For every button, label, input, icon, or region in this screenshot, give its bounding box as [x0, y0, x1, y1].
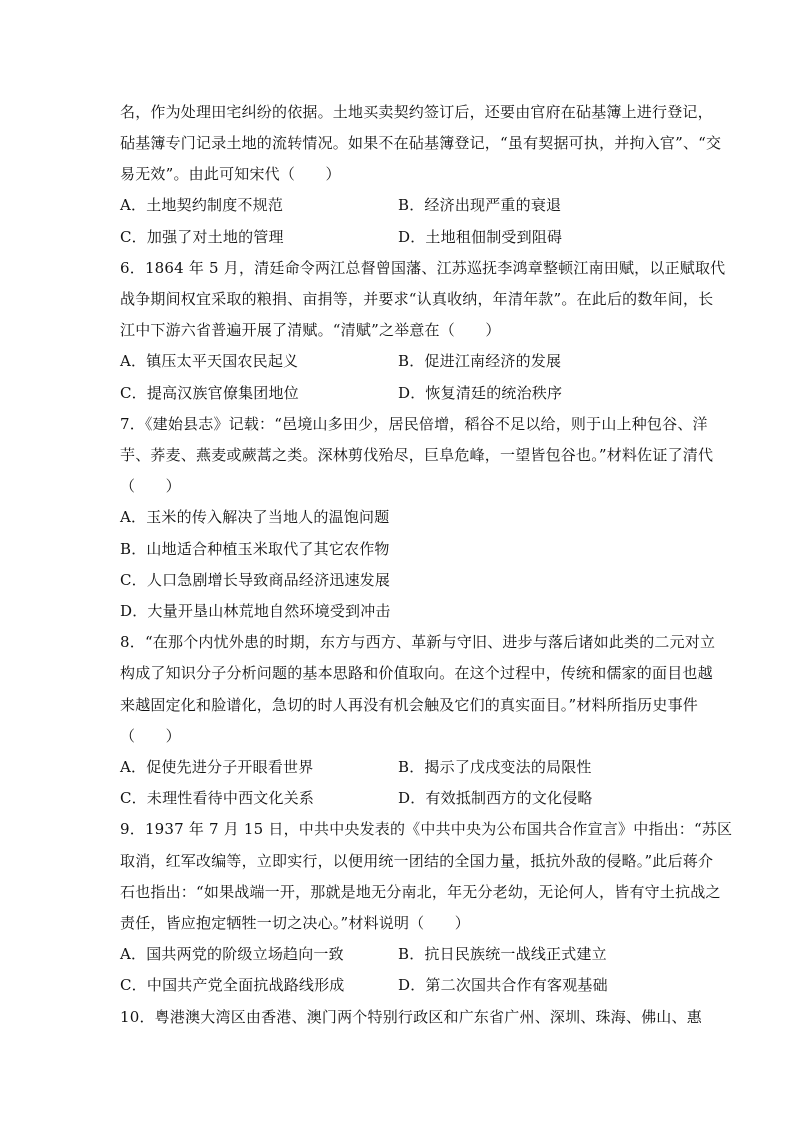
q8-stem-line-3: 来越固定化和脸谱化，急切的时人再没有机会触及它们的真实面目。”材料所指历史事件: [120, 696, 698, 714]
q7-stem-line-3: （ ）: [120, 477, 181, 495]
q7-option-d: D．大量开垦山林荒地自然环境受到冲击: [120, 602, 391, 620]
q6-stem-line-3: 江中下游六省普遍开展了清赋。“清赋”之举意在（ ）: [120, 321, 501, 339]
q8-stem-line-1: 8．“在那个内忧外患的时期，东方与西方、革新与守旧、进步与落后诸如此类的二元对立: [120, 633, 716, 651]
q8-stem-line-4: （ ）: [120, 727, 181, 745]
q9-stem-line-4: 责任，皆应抱定牺牲一切之决心。”材料说明（ ）: [120, 914, 470, 932]
q6-option-b: B．促进江南经济的发展: [398, 352, 562, 370]
q6-option-c: C．提高汉族官僚集团地位: [120, 384, 299, 402]
q7-option-c: C．人口急剧增长导致商品经济迅速发展: [120, 571, 391, 589]
q7-option-a: A．玉米的传入解决了当地人的温饱问题: [120, 508, 390, 526]
q6-option-d: D．恢复清廷的统治秩序: [398, 384, 563, 402]
q9-option-c: C．中国共产党全面抗战路线形成: [120, 976, 345, 994]
q9-stem-line-1: 9．1937 年 7 月 15 日，中共中央发表的《中共中央为公布国共合作宣言》中指出：“苏区: [120, 820, 733, 838]
q9-option-b: B．抗日民族统一战线正式建立: [398, 945, 607, 963]
q9-option-a: A．国共两党的阶级立场趋向一致: [120, 945, 344, 963]
q5-option-d: D．土地租佃制受到阻碍: [398, 228, 563, 246]
q6-option-a: A．镇压太平天国农民起义: [120, 352, 299, 370]
q10-stem-line-1: 10．粤港澳大湾区由香港、澳门两个特别行政区和广东省广州、深圳、珠海、佛山、惠: [120, 1008, 702, 1026]
q7-stem-line-2: 芋、荞麦、燕麦或蕨蒿之类。深林剪伐殆尽，巨阜危峰，一望皆包谷也。”材料佐证了清代: [120, 446, 714, 464]
q6-stem-line-2: 战争期间权宜采取的粮捐、亩捐等，并要求“认真收纳，年清年款”。在此后的数年间，长: [120, 290, 714, 308]
q7-stem-line-1: 7．《建始县志》记载：“邑境山多田少，居民倍增，稻谷不足以给，则于山上种包谷、洋: [120, 415, 708, 433]
q8-option-b: B．揭示了戊戌变法的局限性: [398, 758, 592, 776]
q5-stem-line-3: 易无效”。由此可知宋代（ ）: [120, 165, 341, 183]
q5-option-c: C．加强了对土地的管理: [120, 228, 284, 246]
q8-option-d: D．有效抵制西方的文化侵略: [398, 789, 593, 807]
q5-stem-line-2: 砧基簿专门记录土地的流转情况。如果不在砧基簿登记，“虽有契据可执，并拘入官”、“交: [120, 134, 722, 152]
q9-stem-line-2: 取消，红军改编等，立即实行，以便用统一团结的全国力量，抵抗外敌的侵略。”此后蒋介: [120, 852, 714, 870]
q8-option-a: A．促使先进分子开眼看世界: [120, 758, 314, 776]
q9-stem-line-3: 石也指出：“如果战端一开，那就是地无分南北，年无分老幼，无论何人，皆有守土抗战之: [120, 883, 721, 901]
q9-option-d: D．第二次国共合作有客观基础: [398, 976, 608, 994]
q7-option-b: B．山地适合种植玉米取代了其它农作物: [120, 540, 390, 558]
q5-option-a: A．土地契约制度不规范: [120, 196, 284, 214]
q5-stem-line-1: 名，作为处理田宅纠纷的依据。土地买卖契约签订后，还要由官府在砧基簿上进行登记，: [120, 103, 713, 121]
q5-option-b: B．经济出现严重的衰退: [398, 196, 562, 214]
q8-option-c: C．未理性看待中西文化关系: [120, 789, 315, 807]
q8-stem-line-2: 构成了知识分子分析问题的基本思路和价值取向。在这个过程中，传统和儒家的面目也越: [120, 664, 713, 682]
q6-stem-line-1: 6．1864 年 5 月，清廷命令两江总督曾国藩、江苏巡抚李鸿章整顿江南田赋，以正赋取代: [120, 259, 726, 277]
